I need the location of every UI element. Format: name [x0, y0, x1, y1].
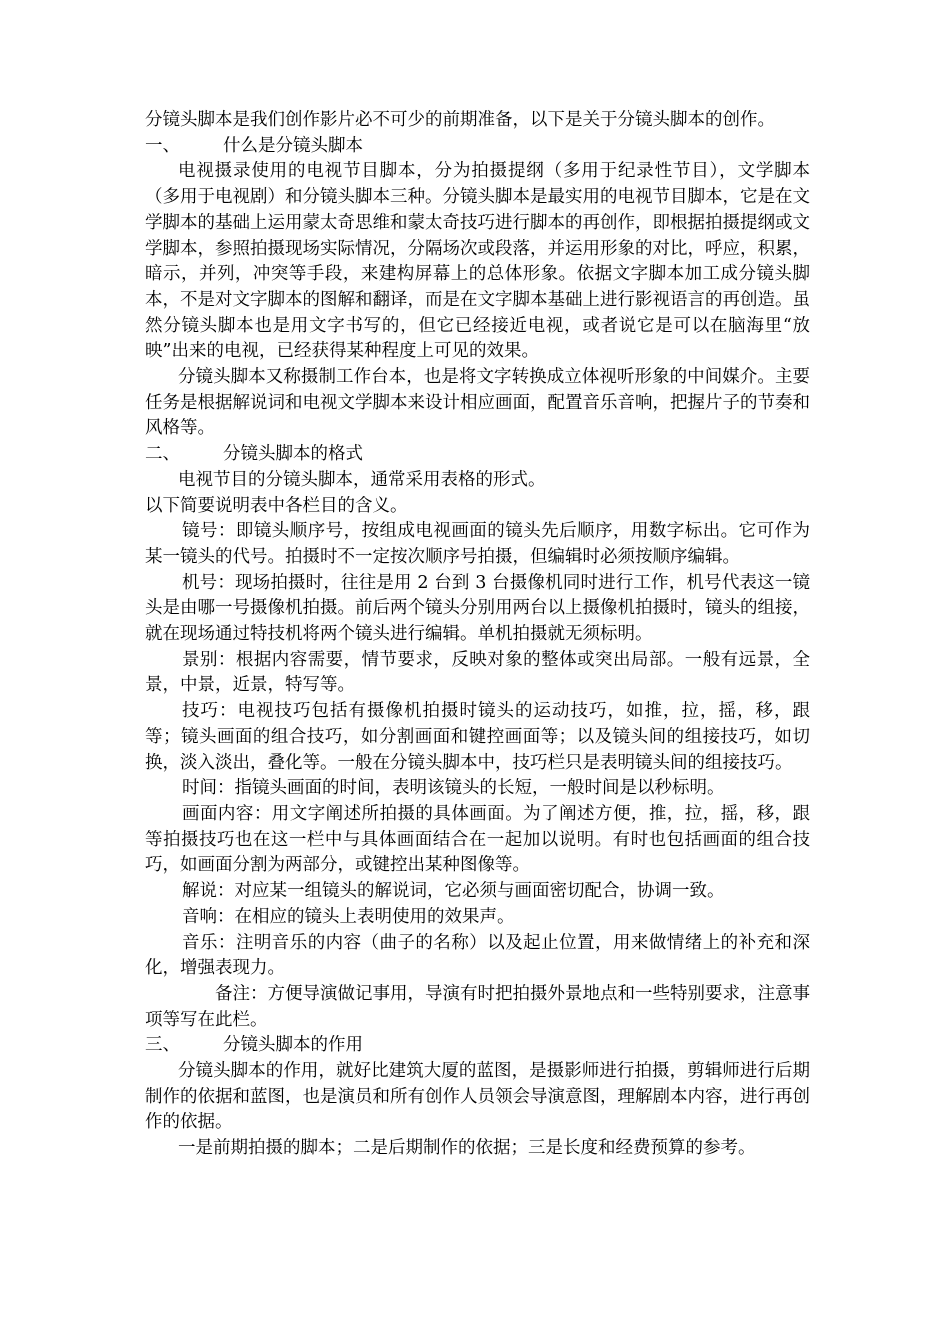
definition-item-note: 备注：方便导演做记事用，导演有时把拍摄外景地点和一些特别要求，注意事项等写在此栏。 — [145, 983, 810, 1030]
definition-item: 解说：对应某一组镜头的解说词，它必须与画面密切配合，协调一致。 — [182, 881, 725, 902]
section-number: 二、 — [145, 444, 180, 465]
document-body — [145, 108, 810, 1162]
intro-paragraph: 分镜头脚本是我们创作影片必不可少的前期准备，以下是关于分镜头脚本的创作。 — [145, 110, 775, 130]
definition-item: 画面内容：用文字阐述所拍摄的具体画面。为了阐述方便，推，拉，摇，移，跟等拍摄技巧也在这一栏中与具体画面结合在一起加以说明。有时也包括画面的组合技巧，如画面分割为两部分，或键控出某种图像等。 — [145, 803, 810, 876]
definition-item: 景别：根据内容需要，情节要求，反映对象的整体或突出局部。一般有远景，全景，中景，近景，特写等。 — [145, 649, 810, 696]
section-title: 分镜头脚本的格式 — [223, 444, 363, 465]
definition-item: 时间：指镜头画面的时间，表明该镜头的长短，一般时间是以秒标明。 — [182, 778, 725, 799]
paragraph: 以下简要说明表中各栏目的含义。 — [145, 495, 408, 516]
paragraph: 分镜头脚本的作用，就好比建筑大厦的蓝图，是摄影师进行拍摄，剪辑师进行后期制作的依据和蓝图，也是演员和所有创作人员领会导演意图，理解剧本内容，进行再创作的依据。 — [145, 1061, 810, 1133]
section-heading-3 — [145, 1033, 810, 1059]
definition-item: 镜号：即镜头顺序号，按组成电视画面的镜头先后顺序，用数字标出。它可作为某一镜头的代号。拍摄时不一定按次顺序号拍摄，但编辑时必须按顺序编辑。 — [145, 521, 810, 567]
section-number: 一、 — [145, 135, 180, 156]
section-title: 什么是分镜头脚本 — [223, 135, 363, 156]
definition-item: 音响：在相应的镜头上表明使用的效果声。 — [182, 906, 515, 927]
paragraph: 分镜头脚本又称摄制工作台本，也是将文字转换成立体视听形象的中间媒介。主要任务是根据解说词和电视文学脚本来设计相应画面，配置音乐音响，把握片子的节奏和风格等。 — [145, 367, 810, 439]
section-number: 三、 — [145, 1035, 180, 1056]
section-heading-1 — [145, 134, 810, 160]
definition-item: 机号：现场拍摄时，往往是用 2 台到 3 台摄像机同时进行工作，机号代表这一镜头是由哪一号摄像机拍摄。前后两个镜头分别用两台以上摄像机拍摄时，镜头的组接，就在现场通过特技机将两个镜头进行编辑。单机拍摄就无须标明。 — [145, 572, 810, 645]
definition-item: 音乐：注明音乐的内容（曲子的名称）以及起止位置，用来做情绪上的补充和深化，增强表现力。 — [145, 932, 810, 979]
section-heading-2 — [145, 442, 810, 468]
paragraph: 电视节目的分镜头脚本，通常采用表格的形式。 — [178, 469, 546, 490]
paragraph: 电视摄录使用的电视节目脚本，分为拍摄提纲（多用于纪录性节目），文学脚本（多用于电视剧）和分镜头脚本三种。分镜头脚本是最实用的电视节目脚本，它是在文学脚本的基础上运用蒙太奇思维和蒙太奇技巧进行脚本的再创作，即根据拍摄提纲或文学脚本，参照拍摄现场实际情况，分隔场次或段落，并运用形象的对比，呼应，积累，暗示，并列，冲突等手段，来建构屏幕上的总体形象。依据文字脚本加工成分镜头脚本，不是对文字脚本的图解和翻译，而是在文字脚本基础上进行影视语言的再创造。虽然分镜头脚本也是用文字书写的，但它已经接近电视，或者说它是可以在脑海里“放映”出来的电视，已经获得某种程度上可见的效果。 — [145, 161, 810, 362]
paragraph: 一是前期拍摄的脚本；二是后期制作的依据；三是长度和经费预算的参考。 — [178, 1138, 756, 1159]
section-title: 分镜头脚本的作用 — [223, 1035, 363, 1056]
definition-item: 技巧：电视技巧包括有摄像机拍摄时镜头的运动技巧，如推，拉，摇，移，跟等；镜头画面的组合技巧，如分割画面和键控画面等；以及镜头间的组接技巧，如切换，淡入淡出，叠化等。一般在分镜头脚本中，技巧栏只是表明镜头间的组接技巧。 — [145, 701, 810, 773]
